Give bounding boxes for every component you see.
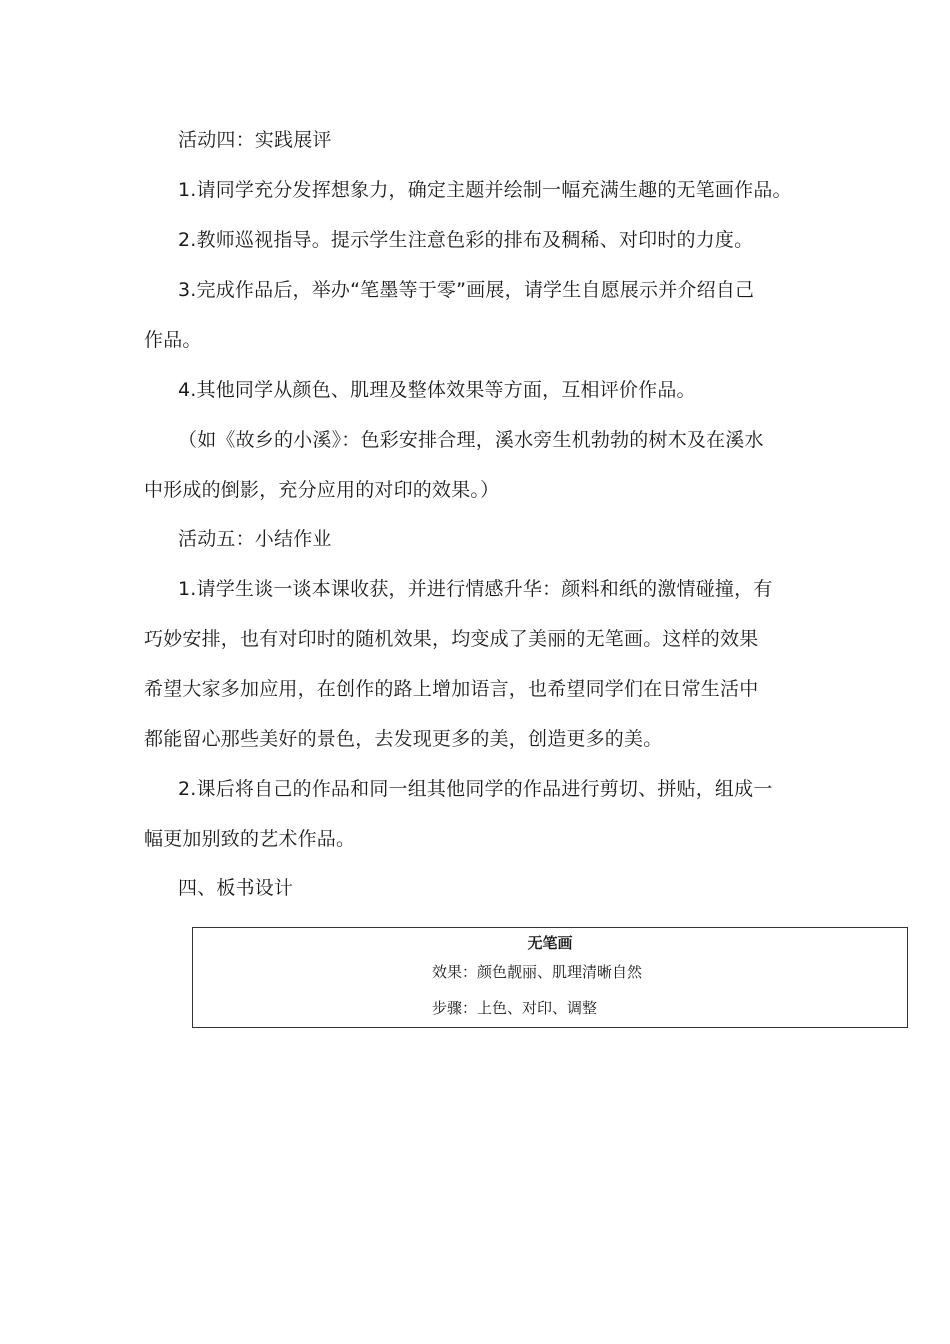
paragraph-line: 2.教师巡视指导。提示学生注意色彩的排布及稠稀、对印时的力度。 xyxy=(178,229,754,251)
paragraph-line: 中形成的倒影，充分应用的对印的效果。） xyxy=(144,479,500,501)
paragraph-line: 2.课后将自己的作品和同一组其他同学的作品进行剪切、拼贴，组成一 xyxy=(178,778,773,800)
board-steps-text: 步骤：上色、对印、调整 xyxy=(432,999,598,1017)
blackboard-design-table xyxy=(192,927,908,1028)
paragraph-line: （如《故乡的小溪》：色彩安排合理，溪水旁生机勃勃的树木及在溪水 xyxy=(178,429,764,451)
paragraph-line: 3.完成作品后，举办“笔墨等于零”画展，请学生自愿展示并介绍自己 xyxy=(178,279,755,301)
paragraph-line: 巧妙安排，也有对印时的随机效果，均变成了美丽的无笔画。这样的效果 xyxy=(144,628,759,650)
board-effect-row xyxy=(193,962,907,982)
board-title: 无笔画 xyxy=(527,934,573,952)
paragraph-line: 都能留心那些美好的景色，去发现更多的美，创造更多的美。 xyxy=(144,728,663,750)
paragraph-line: 1.请同学充分发挥想象力，确定主题并绘制一幅充满生趣的无笔画作品。 xyxy=(178,179,792,201)
paragraph-line: 1.请学生谈一谈本课收获，并进行情感升华：颜料和纸的激情碰撞，有 xyxy=(178,578,773,600)
section-four-heading: 四、板书设计 xyxy=(178,877,294,899)
board-effect-text: 效果：颜色靓丽、肌理清晰自然 xyxy=(432,963,643,981)
activity-five-heading: 活动五：小结作业 xyxy=(178,528,332,550)
paragraph-line: 4.其他同学从颜色、肌理及整体效果等方面，互相评价作品。 xyxy=(178,379,696,401)
paragraph-line: 希望大家多加应用，在创作的路上增加语言，也希望同学们在日常生活中 xyxy=(144,678,759,700)
board-steps-row xyxy=(193,998,907,1018)
paragraph-line: 幅更加别致的艺术作品。 xyxy=(144,828,356,850)
paragraph-line: 作品。 xyxy=(144,329,202,351)
activity-four-heading: 活动四：实践展评 xyxy=(178,129,332,151)
